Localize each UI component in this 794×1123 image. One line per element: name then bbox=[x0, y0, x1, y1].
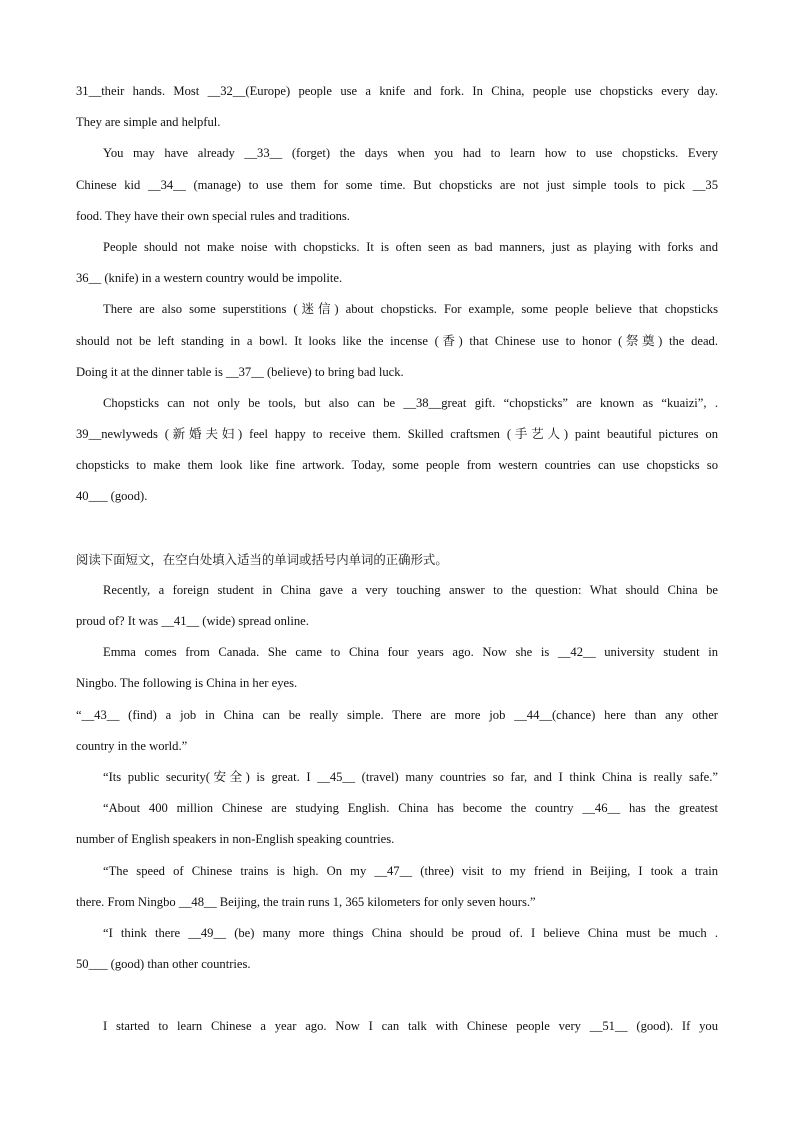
passage-line: 40___ (good). bbox=[76, 489, 148, 504]
passage-line: Ningbo. The following is China in her eyes. bbox=[76, 676, 298, 691]
passage-chopsticks bbox=[76, 76, 718, 513]
passage-line: Chopsticks can not only be tools, but also can be __38__great gift. “chopsticks” are known as “kuaizi”, . bbox=[103, 395, 718, 410]
passage-line: chopsticks to make them look like fine artwork. Today, some people from western countries can use chopsticks so bbox=[76, 458, 718, 473]
passage-line: 36__ (knife) in a western country would be impolite. bbox=[76, 271, 343, 286]
passage-line: “About 400 million Chinese are studying English. China has become the country __46__ has the greatest bbox=[103, 801, 718, 816]
passage-line: 50___ (good) than other countries. bbox=[76, 957, 251, 972]
passage-line: proud of? It was __41__ (wide) spread online. bbox=[76, 614, 309, 628]
passage-line: food. They have their own special rules and traditions. bbox=[76, 208, 350, 223]
passage-line: there. From Ningbo __48__ Beijing, the train runs 1, 365 kilometers for only seven hours.” bbox=[76, 894, 536, 909]
passage-line: 39__newlyweds (新婚夫妇) feel happy to receive them. Skilled craftsmen (手艺人) paint beautiful pictures on bbox=[76, 427, 718, 442]
passage-line: They are simple and helpful. bbox=[76, 115, 221, 130]
passage-line: Emma comes from Canada. She came to China four years ago. Now she is __42__ university student in bbox=[103, 645, 718, 660]
section-spacer bbox=[76, 513, 718, 544]
passage-line: country in the world.” bbox=[76, 738, 188, 753]
worksheet-page bbox=[76, 76, 718, 1042]
passage-line: “Its public security(安全) is great. I __45__ (travel) many countries so far, and I think China is really safe.” bbox=[103, 769, 718, 784]
passage-line: “__43__ (find) a job in China can be really simple. There are more job __44__(chance) here than any other bbox=[76, 707, 718, 722]
passage-emma bbox=[76, 575, 718, 980]
passage-line: Chinese kid __34__ (manage) to use them for some time. But chopsticks are not just simple tools to pick __35 bbox=[76, 177, 718, 192]
passage-line: People should not make noise with chopsticks. It is often seen as bad manners, just as playing with forks and bbox=[103, 239, 718, 254]
passage-line: 31__their hands. Most __32__(Europe) people use a knife and fork. In China, people use chopsticks every day. bbox=[76, 84, 718, 98]
passage-line: I started to learn Chinese a year ago. Now I can talk with Chinese people very __51__ (good). If you bbox=[103, 1019, 718, 1034]
passage-line: You may have already __33__ (forget) the days when you had to learn how to use chopsticks. Every bbox=[103, 146, 718, 161]
passage-line: “I think there __49__ (be) many more things China should be proud of. I believe China must be much . bbox=[103, 925, 718, 940]
passage-learning-chinese bbox=[76, 1011, 718, 1042]
passage-line: Doing it at the dinner table is __37__ (believe) to bring bad luck. bbox=[76, 364, 404, 379]
passage-line: Recently, a foreign student in China gave a very touching answer to the question: What should China be bbox=[103, 582, 718, 597]
passage-line: There are also some superstitions (迷信) about chopsticks. For example, some people believe that chopsticks bbox=[103, 302, 718, 317]
passage-line: “The speed of Chinese trains is high. On my __47__ (three) visit to my friend in Beijing, I took a train bbox=[103, 863, 718, 878]
passage-line: should not be left standing in a bowl. It looks like the incense (香) that Chinese use to honor (祭奠) the dead. bbox=[76, 333, 718, 348]
section-spacer bbox=[76, 980, 718, 1011]
passage-line: number of English speakers in non-English speaking countries. bbox=[76, 832, 395, 847]
section-instruction: 阅读下面短文，在空白处填入适当的单词或括号内单词的正确形式。 bbox=[76, 551, 448, 567]
